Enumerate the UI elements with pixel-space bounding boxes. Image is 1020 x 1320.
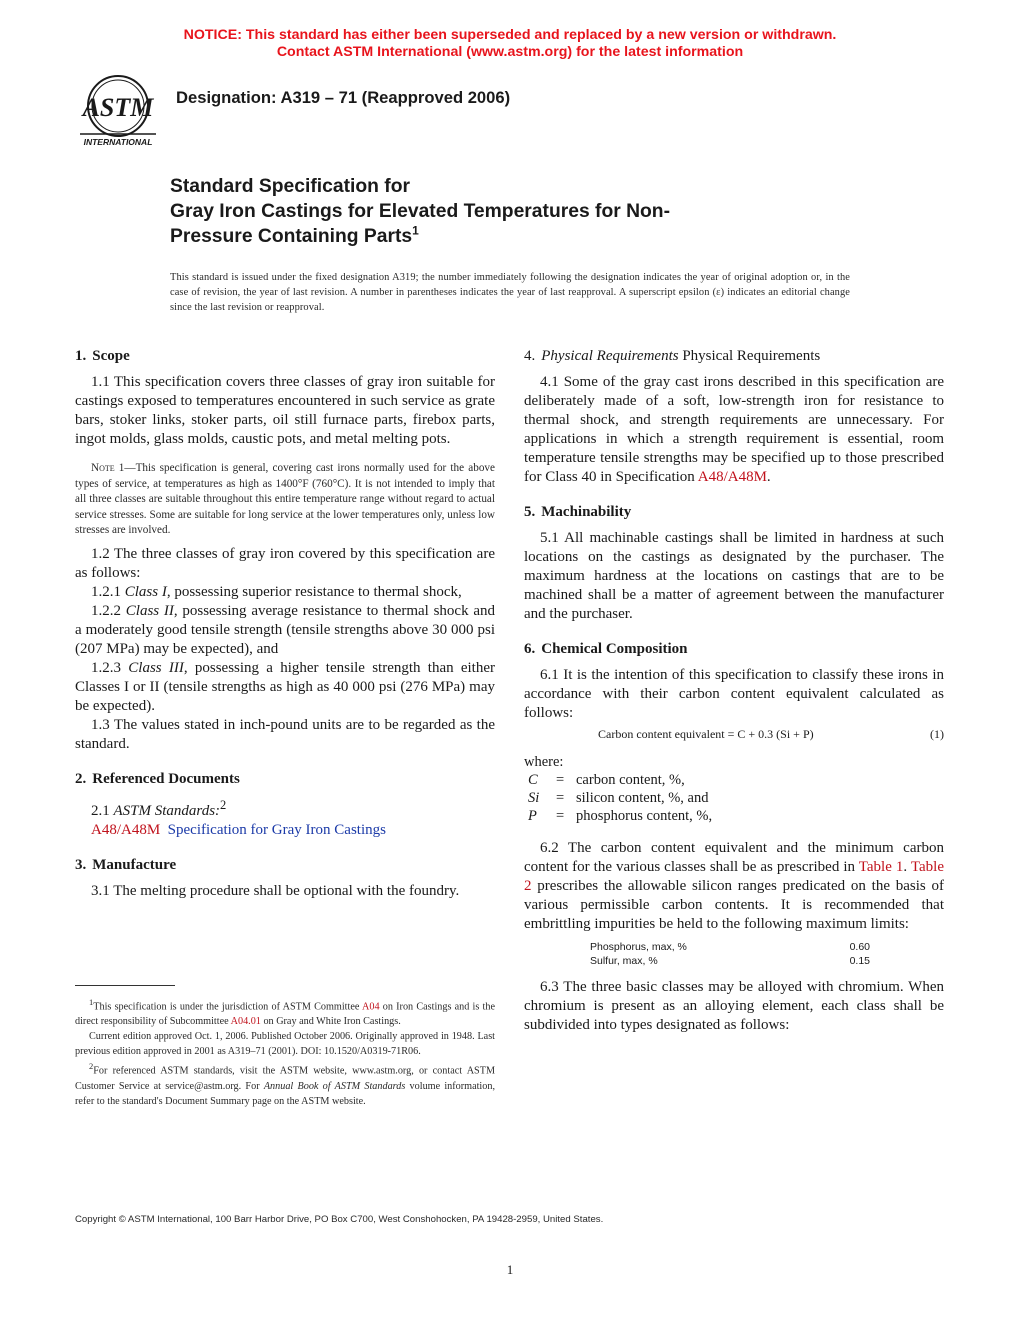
issued-note: This standard is issued under the fixed designation A319; the number immediately following the designation indicates the year of original adoption or, in the case of revision, the year of last revision. A number in parentheses indicates the year of last reapproval. A superscript epsilon (ε) indicates an editorial change since the last revision or reapproval. <box>170 272 850 313</box>
equation-number: (1) <box>930 727 944 741</box>
title-line-1: Standard Specification for <box>170 176 410 197</box>
section-machinability-heading: 5. Machinability <box>524 504 632 520</box>
a04-link[interactable]: A04 <box>362 1001 380 1013</box>
notice-line-1: NOTICE: This standard has either been superseded and replaced by a new version or withdrawn. <box>183 27 837 43</box>
where-label: where: <box>524 754 564 770</box>
footnote-2: $^2$For referenced ASTM standards, visit the ASTM website, www.astm.org, or contact ASTM Customer Service at service@astm.org. For Annual Book of ASTM Standards volume information, refer to the standard's Document Summary page on the ASTM website. <box>75 1061 495 1107</box>
footnotes <box>75 995 495 1109</box>
title-footnote-mark: 1 <box>412 223 419 238</box>
para-1-3: 1.3 The values stated in inch-pound units are to be regarded as the standard. <box>75 716 495 752</box>
footnote-1: $^1$This specification is under the jurisdiction of ASTM Committee A04 on Iron Castings and is the direct responsibility of Subcommittee A04.01 on Gray and White Iron Castings. <box>75 997 495 1028</box>
section-scope-heading: 1. Scope <box>75 348 130 364</box>
page-number: 1 <box>506 1262 514 1277</box>
para-6-1: 6.1 It is the intention of this specification to classify these irons in accordance with their carbon content equivalent calculated as follows: <box>524 667 944 721</box>
left-column <box>75 345 495 901</box>
para-1-2-1: 1.2.1 Class I, possessing superior resistance to thermal shock, <box>91 583 462 600</box>
copyright: Copyright © ASTM International, 100 Barr Harbor Drive, PO Box C700, West Conshohocken, PA 19428-2959, United States. <box>75 1214 604 1225</box>
withdrawal-notice <box>0 27 1020 61</box>
designation: Designation: A319 – 71 (Reapproved 2006) <box>176 88 511 107</box>
section-chemical-composition-heading: 6. Chemical Composition <box>524 641 688 657</box>
para-6-2: 6.2 The carbon content equivalent and the minimum carbon content for the various classes shall be as prescribed in Table 1. Table 2 prescribes the allowable silicon ranges predicated on the basis of various permissible carbon contents. It is recommended that embrittling impurities be held to the following maximum limits: <box>524 840 945 932</box>
equation-1 <box>524 723 944 747</box>
reference-a48 <box>75 821 495 840</box>
right-column <box>524 345 944 1035</box>
page-title <box>170 174 850 249</box>
astm-logo-icon <box>74 72 162 150</box>
footnote-1-edition: Current edition approved Oct. 1, 2006. Published October 2006. Originally approved in 1948. Last previous edition approved in 2001 as A319–71 (2001). DOI: 10.1520/A0319-71R06. <box>75 1031 495 1058</box>
para-1-1: 1.1 This specification covers three classes of gray iron suitable for castings exposed to temperatures encountered in such service as grate bars, stoker links, stoker parts, oil still furnace parts, firebox parts, ingot molds, glass molds, caustic pots, and metal melting pots. <box>75 374 495 447</box>
title-line-3: Pressure Containing Parts <box>170 226 413 247</box>
para-1-2: 1.2 The three classes of gray iron covered by this specification are as follows: <box>75 545 495 581</box>
impurity-limits <box>590 940 870 968</box>
where-row: P = phosphorus content, %, <box>528 808 713 824</box>
para-3-1: 3.1 The melting procedure shall be optional with the foundry. <box>91 882 460 899</box>
para-2-1: 2.1 ASTM Standards:$^2$ <box>91 797 227 819</box>
section-manufacture-heading: 3. Manufacture <box>75 856 177 873</box>
table-2-link[interactable]: Table 2 <box>524 859 945 894</box>
where-table <box>528 771 712 825</box>
para-4-1: 4.1 Some of the gray cast irons described in this specification are deliberately made of a soft, low-strength iron for resistance to thermal shock, and strength requirements are unnecessary. For applications in which a strength requirement is essential, room temperature tensile strengths may be specified up to those prescribed for Class 40 in Specification A48/A48M. <box>524 374 944 485</box>
where-row: C = carbon content, %, <box>528 772 685 788</box>
limit-row: Sulfur, max, % 0.15 <box>590 955 870 967</box>
reference-code-link[interactable]: A48/A48M <box>91 821 161 838</box>
para-1-2-3: 1.2.3 Class III, possessing a higher tensile strength than either Classes I or II (tensile strengths as high as 40 000 psi (276 MPa) may be expected). <box>75 659 495 714</box>
svg-text:INTERNATIONAL: INTERNATIONAL <box>83 137 153 147</box>
limit-row: Phosphorus, max, % 0.60 <box>590 941 870 953</box>
para-6-3: 6.3 The three basic classes may be alloyed with chromium. When chromium is present as an alloying element, each class shall be subdivided into types designated as follows: <box>524 979 944 1033</box>
equation-text: Carbon content equivalent = C + 0.3 (Si + P) <box>598 727 814 741</box>
footnote-rule <box>75 985 175 986</box>
notice-line-2: Contact ASTM International (www.astm.org) for the latest information <box>276 44 744 60</box>
reference-title-link[interactable]: Specification for Gray Iron Castings <box>167 821 386 838</box>
where-row: Si = silicon content, %, and <box>528 790 709 806</box>
table-1-link[interactable]: Table 1 <box>858 859 904 875</box>
title-line-2: Gray Iron Castings for Elevated Temperatures for Non- <box>170 201 670 222</box>
para-1-2-2: 1.2.2 Class II, possessing average resistance to thermal shock and a moderately good tensile strength (tensile strengths above 30 000 psi (207 MPa) may be expected), and <box>75 602 496 657</box>
section-physical-requirements-heading: 4. Physical Requirements Physical Requirements <box>524 348 821 364</box>
note-1: Note 1—This specification is general, covering cast irons normally used for the above types of service, at temperatures as high as 1400°F (760°C). It is not intended to imply that all three classes are suitable throughout this entire temperature range without regard to actual service stresses. Some are suitable for long service at the lower temperatures only, unless low stresses are involved. <box>75 462 495 536</box>
where-block <box>524 753 944 825</box>
para-5-1: 5.1 All machinable castings shall be limited in hardness at such locations on the castings as designated by the purchaser. The maximum hardness at the locations on castings that are to be machined shall be a matter of agreement between the manufacturer and the purchaser. <box>524 530 944 622</box>
svg-text:ASTM: ASTM <box>82 93 154 122</box>
a48-link[interactable]: A48/A48M <box>697 469 767 485</box>
section-referenced-documents-heading: 2. Referenced Documents <box>75 770 240 787</box>
a04-01-link[interactable]: A04.01 <box>230 1016 261 1028</box>
